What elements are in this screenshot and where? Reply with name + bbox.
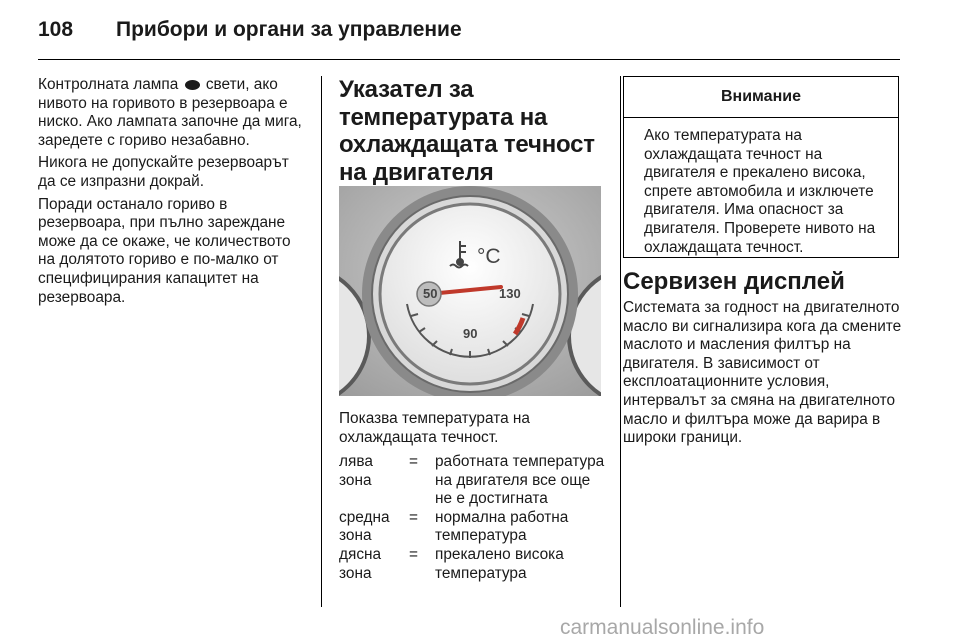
caution-box (623, 76, 899, 258)
fuel-warning-paragraph: Контролната лампа свети, ако нивото на горивото в резервоара е ниско. Ако лампата започне да мига, заредете с гориво незабавно. (38, 76, 302, 149)
service-display-paragraph: Системата за годност на двигателното масло ви сигнализира кога да смените маслото и масления филтър на двигателя. В зависимост от експлоатационните условия, интервалът за смяна на двигателното масло и филтъра може да варира в широки граници. (623, 299, 902, 447)
column-divider-right (620, 76, 621, 607)
legend-term: лява зона (339, 453, 373, 489)
page-title: Прибори и органи за управление (116, 18, 462, 41)
fuel-warning-lamp-icon (185, 80, 200, 90)
legend-term: средна зона (339, 508, 390, 545)
page-header (38, 18, 918, 48)
legend-equals: = (409, 545, 418, 563)
legend-description: нормална работна температура (435, 508, 569, 545)
gauge-tick-bottom: 90 (463, 326, 478, 341)
legend-equals: = (409, 508, 418, 526)
caution-text: Ако температурата на охлаждащата течност на двигателя е прекалено висока, спрете автомобила и изключете двигателя. Има опасност за двигателя. Проверете нивото на охлаждащата течност. (644, 127, 876, 256)
residual-fuel-paragraph: Поради останало гориво в резервоара, при пълно зареждане може да се окаже, че количеството на долятото гориво е по-малко от специфицирания капацитет на резервоара. (38, 195, 291, 306)
legend-row-middle-zone (339, 509, 605, 546)
coolant-gauge-figure (339, 186, 601, 396)
legend-term: дясна зона (339, 545, 382, 582)
middle-column (339, 76, 605, 186)
gauge-unit-label: °C (477, 245, 501, 268)
legend-row-left-zone (339, 453, 605, 509)
legend-equals: = (409, 453, 418, 470)
gauge-zone-legend (339, 453, 605, 583)
coolant-gauge-heading: Указател за температурата на охлаждащата течност на двигателя (339, 76, 595, 186)
site-watermark: carmanualsonline.info (560, 616, 765, 639)
left-column (38, 76, 308, 311)
gauge-tick-right: 130 (499, 286, 521, 301)
legend-row-right-zone (339, 546, 605, 583)
caution-title: Внимание (624, 77, 898, 118)
page-number: 108 (38, 18, 74, 41)
column-divider-left (321, 76, 322, 607)
empty-tank-paragraph: Никога не допускайте резервоарът да се изпразни докрай. (38, 154, 289, 190)
legend-description: работната температура на двигателя все още не е достигната (435, 453, 605, 508)
gauge-tick-left: 50 (423, 286, 438, 301)
header-divider (38, 59, 900, 60)
coolant-gauge-illustration (339, 186, 601, 396)
figure-caption: Показва температурата на охлаждащата течност. (339, 410, 530, 446)
service-display-heading: Сервизен дисплей (623, 268, 845, 295)
legend-description: прекалено висока температура (435, 545, 564, 582)
